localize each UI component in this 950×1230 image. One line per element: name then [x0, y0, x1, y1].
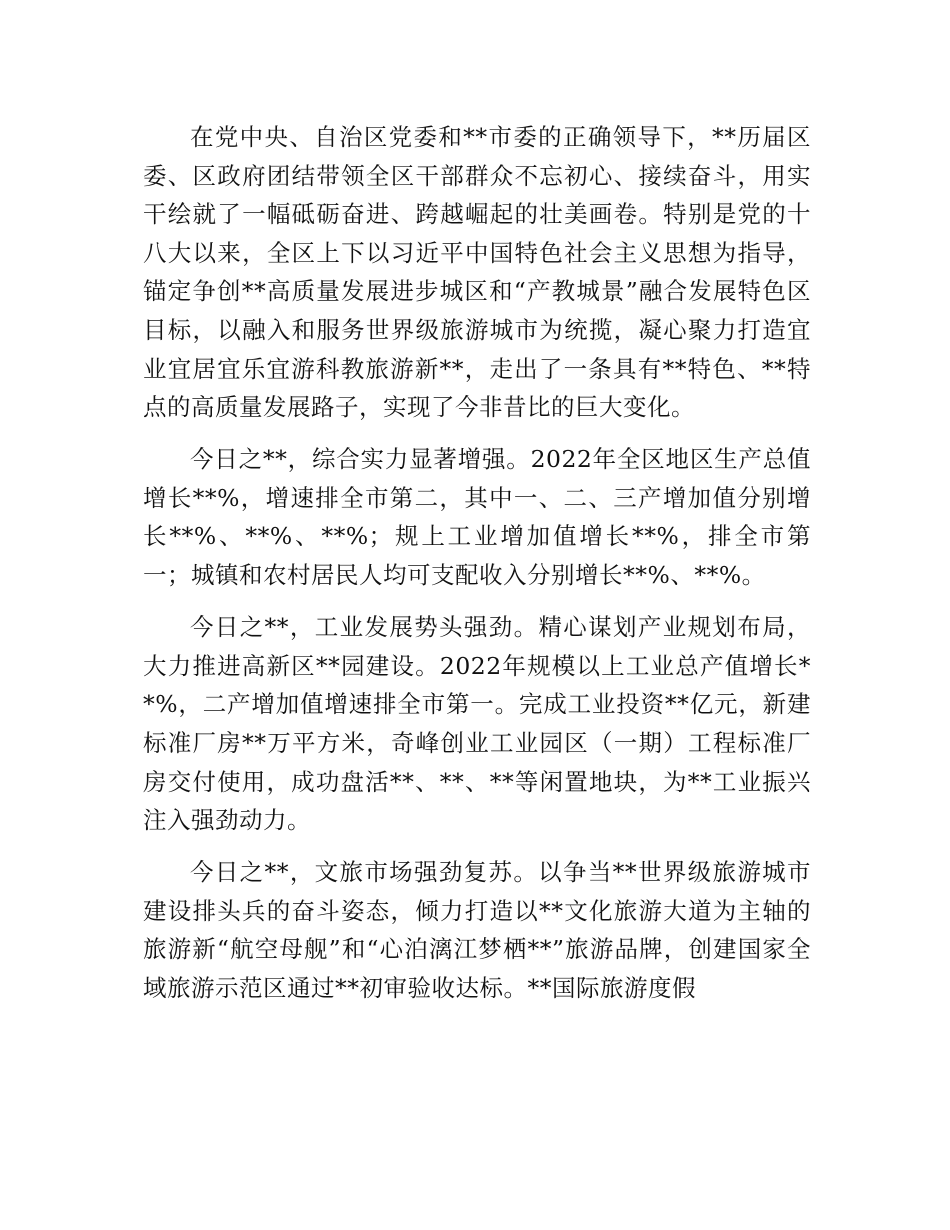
paragraph-industry: 今日之**，工业发展势头强劲。精心谋划产业规划布局，大力推进高新区**园建设。2022年规模以上工业总产值增长**%，二产增加值增速排全市第一。完成工业投资**亿元，新建标准厂房**万平方米，奇峰创业工业园区（一期）工程标准厂房交付使用，成功盘活**、**、**等闲置地块，为**工业振兴注入强劲动力。	[143, 613, 811, 835]
document-body	[143, 118, 811, 1021]
paragraph-intro: 在党中央、自治区党委和**市委的正确领导下，**历届区委、区政府团结带领全区干部群众不忘初心、接续奋斗，用实干绘就了一幅砥砺奋进、跨越崛起的壮美画卷。特别是党的十八大以来，全区上下以习近平中国特色社会主义思想为指导，锚定争创**高质量发展进步城区和“产教城景”融合发展特色区目标，以融入和服务世界级旅游城市为统揽，凝心聚力打造宜业宜居宜乐宜游科教旅游新**，走出了一条具有**特色、**特点的高质量发展路子，实现了今非昔比的巨大变化。	[143, 123, 811, 422]
paragraph-tourism: 今日之**，文旅市场强劲复苏。以争当**世界级旅游城市建设排头兵的奋斗姿态，倾力打造以**文化旅游大道为主轴的旅游新“航空母舰”和“心泊漓江梦栖**”旅游品牌，创建国家全域旅游示范区通过**初审验收达标。**国际旅游度假	[143, 858, 811, 1002]
paragraph-economy: 今日之**，综合实力显著增强。2022年全区地区生产总值增长**%，增速排全市第二，其中一、二、三产增加值分别增长**%、**%、**%；规上工业增加值增长**%，排全市第一；城镇和农村居民人均可支配收入分别增长**%、**%。	[143, 445, 811, 590]
